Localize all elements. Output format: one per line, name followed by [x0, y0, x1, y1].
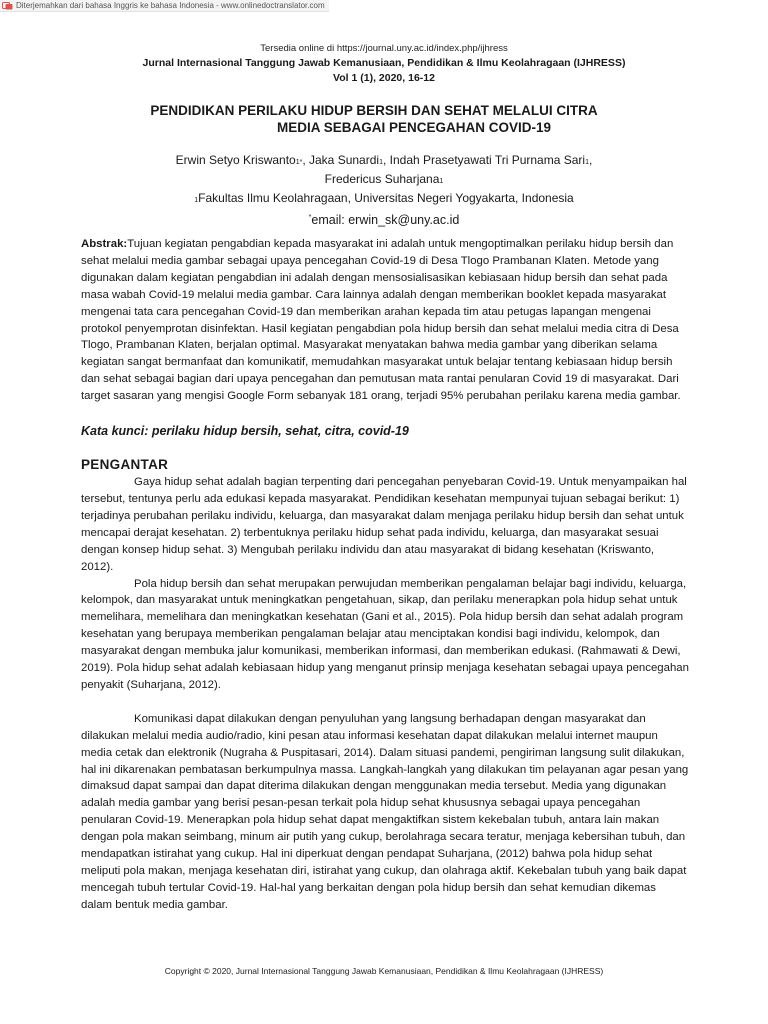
author-line-1	[0, 152, 768, 171]
paragraph-1: Gaya hidup sehat adalah bagian terpenting dari pencegahan penyebaran Covid-19. Untuk menyampaikan hal tersebut, tentunya perlu ada edukasi kepada masyarakat. Pendidikan kesehatan mempunyai tujuan sebagai berikut: 1) terjadinya perubahan perilaku individu, keluarga, dan masyarakat dalam menjaga perilaku hidup bersih dan sehat untuk mencapai derajat kesehatan. 2) terbentuknya perilaku hidup sehat pada individu, keluarga, dan masyarakat sesuai dengan konsep hidup sehat. 3) Mengubah perilaku individu dan atau masyarakat di bidang kesehatan (Kriswanto, 2012).	[81, 476, 687, 573]
author-mark: 1*	[295, 159, 303, 166]
email-mark: *	[308, 214, 312, 221]
email-text: email: erwin_sk@uny.ac.id	[311, 213, 460, 228]
corresponding-email	[0, 209, 768, 229]
paper-title	[0, 102, 768, 136]
affiliation-text: Fakultas Ilmu Keolahragaan, Universitas Negeri Yogyakarta, Indonesia	[198, 191, 574, 205]
paper-title-line-2: MEDIA SEBAGAI PENCEGAHAN COVID-19	[276, 120, 552, 135]
paper-title-line-1: PENDIDIKAN PERILAKU HIDUP BERSIH DAN SEHAT MELALUI CITRA	[150, 103, 598, 118]
author-block	[0, 152, 768, 229]
paragraph-3: Komunikasi dapat dilakukan dengan penyuluhan yang langsung berhadapan dengan masyarakat dan dilakukan melalui media audio/radio, kini pesan atau informasi kesehatan dapat dilakukan melalui internet maupun media cetak dan elektronik (Nugraha & Puspitasari, 2014). Dalam situasi pandemi, pengiriman langsung sulit dilakukan, hal ini dikarenakan pembatasan berkumpulnya massa. Langkah-langkah yang dilakukan tim pelayanan agar pesan yang dimaksud dapat sampai dan dapat diterima dilakukan dengan menggunakan media tersebut. Media yang digunakan adalah media gambar yang berisi pesan-pesan terkait pola hidup sehat khususnya sebagai upaya pencegahan penularan Covid-19. Menerapkan pola hidup sehat dapat mengaktifkan sistem kekebalan tubuh, antara lain makan dengan pola makan seimbang, minum air putih yang cukup, berolahraga secara teratur, menjaga kebersihan tubuh, dan mendapatkan istirahat yang cukup. Hal ini diperkuat dengan pendapat Suharjana, (2012) bahwa pola hidup sehat meliputi pola makan, menjaga kesehatan diri, istirahat yang cukup, dan olahraga aktif. Kekebalan tubuh yang baik dapat mencegah tubuh tertular Covid-19. Hal-hal yang berkaitan dengan pola hidup bersih dan sehat kemudian dikemas dalam bentuk media gambar.	[81, 712, 689, 911]
author-name: Fredericus Suharjana	[324, 172, 440, 186]
translator-banner[interactable]	[0, 0, 329, 12]
author-mark: 1	[585, 159, 589, 166]
abstract	[81, 236, 689, 405]
affiliation	[0, 190, 768, 209]
paragraph-2: Pola hidup bersih dan sehat merupakan perwujudan memberikan pengalaman belajar bagi individu, keluarga, kelompok, dan masyarakat untuk meningkatkan pengetahuan, sikap, dan perilaku menerapkan pola hidup sehat untuk memelihara, memelihara dan meningkatkan kesehatan (Gani et al., 2015). Pola hidup bersih dan sehat adalah program kesehatan yang berupaya memberikan pengalaman belajar atau menciptakan kondisi bagi individu, kelompok, dan masyarakat dengan membuka jalur komunikasi, memberikan informasi, dan memberikan edukasi. (Rahmawati & Dewi, 2019). Pola hidup sehat adalah kebiasaan hidup yang menganut prinsip menjaga kesehatan sebagai upaya pencegahan penyakit (Suharjana, 2012).	[81, 577, 689, 691]
copyright-footer: Copyright © 2020, Jurnal Internasional Tanggung Jawab Kemanusiaan, Pendidikan & Ilmu Keolahragaan (IJHRESS)	[164, 966, 604, 976]
affiliation-mark: 1	[194, 197, 199, 204]
abstract-text: Tujuan kegiatan pengabdian kepada masyarakat ini adalah untuk mengoptimalkan perilaku hidup bersih dan sehat melalui media gambar sebagai upaya pencegahan Covid-19 di Desa Tlogo Prambanan Klaten. Metode yang digunakan dalam kegiatan pengabdian ini adalah dengan mensosialisasikan kebiasaan hidup bersih dan sehat pada masa wabah Covid-19 melalui media gambar. Cara lainnya adalah dengan memberikan booklet kepada masyarakat mengenai tata cara pencegahan Covid-19 dan memberikan arahan kepada tim atau petugas lapangan mengenai protokol penyemprotan disinfektan. Hasil kegiatan pengabdian pola hidup bersih dan sehat melalui media citra di Desa Tlogo, Prambanan Klaten, berjalan optimal. Masyarakat menyatakan bahwa media gambar yang diberikan selama kegiatan sangat bermanfaat dan komunikatif, memudahkan masyarakat untuk belajar tentang kebiasaan hidup bersih dan sehat sebagai bagian dari upaya pencegahan dan pemutusan mata rantai penularan Covid 19 di masyarakat. Dari target sasaran yang mengisi Google Form sebanyak 181 orang, terjadi 95% perubahan perilaku karena media gambar.	[81, 238, 681, 403]
author-name: Erwin Setyo Kriswanto	[175, 153, 296, 167]
author-separator: ,	[588, 153, 593, 167]
author-line-2	[0, 171, 768, 190]
translator-logo-icon	[2, 2, 13, 10]
author-name: , Jaka Sunardi	[302, 153, 380, 167]
paper-body	[81, 236, 689, 914]
online-availability: Tersedia online di https://journal.uny.ac.id/index.php/ijhress	[260, 43, 508, 54]
author-mark: 1	[379, 159, 383, 166]
section-heading: PENGANTAR	[81, 457, 169, 473]
keywords: Kata kunci: perilaku hidup bersih, sehat, citra, covid-19	[81, 424, 409, 439]
author-mark: 1	[439, 178, 444, 185]
journal-name: Jurnal Internasional Tanggung Jawab Kemanusiaan, Pendidikan & Ilmu Keolahragaan (IJHRESS)	[142, 57, 626, 69]
journal-header	[0, 42, 768, 86]
abstract-label: Abstrak:	[81, 238, 128, 250]
author-name: , Indah Prasetyawati Tri Purnama Sari	[382, 153, 586, 167]
translator-banner-text[interactable]: Diterjemahkan dari bahasa Inggris ke bahasa Indonesia - www.onlinedoctranslator.com	[16, 1, 325, 10]
journal-volume: Vol 1 (1), 2020, 16-12	[333, 72, 435, 84]
